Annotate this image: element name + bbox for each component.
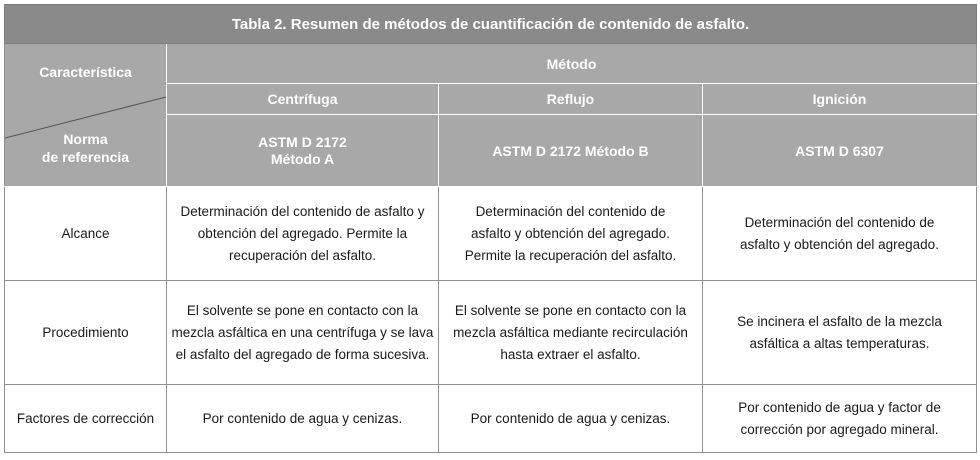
cell-alcance-ignicion: Determinación del contenido de asfalto y obtención del agregado.: [703, 187, 977, 281]
method-ignicion: Ignición: [703, 84, 977, 115]
characteristic-label: Característica: [39, 64, 132, 80]
reference-centrifuga: [167, 115, 439, 187]
method-centrifuga: Centrífuga: [167, 84, 439, 115]
reference-label-line1: Norma: [63, 131, 108, 147]
row-label-alcance: Alcance: [5, 187, 167, 281]
row-label-factores: Factores de corrección: [5, 385, 167, 453]
table-row: [5, 385, 977, 453]
cell-procedimiento-reflujo: El solvente se pone en contacto con la mezcla asfáltica mediante recirculación hasta extraer el asfalto.: [439, 281, 703, 385]
methods-summary-table: [4, 4, 977, 453]
cell-alcance-centrifuga: Determinación del contenido de asfalto y obtención del agregado. Permite la recuperación del asfalto.: [167, 187, 439, 281]
reference-label: [5, 130, 166, 166]
reference-ignicion: ASTM D 6307: [703, 115, 977, 187]
diagonal-header-cell: [5, 44, 167, 187]
table-title: Tabla 2. Resumen de métodos de cuantificación de contenido de asfalto.: [5, 5, 977, 44]
summary-table-container: [4, 4, 976, 456]
cell-factores-reflujo: Por contenido de agua y cenizas.: [439, 385, 703, 453]
cell-factores-ignicion: Por contenido de agua y factor de corrección por agregado mineral.: [703, 385, 977, 453]
row-label-procedimiento: Procedimiento: [5, 281, 167, 385]
method-reflujo: Reflujo: [439, 84, 703, 115]
reference-reflujo: ASTM D 2172 Método B: [439, 115, 703, 187]
reference-label-line2: de referencia: [41, 149, 130, 165]
reference-centrifuga-line2: Método A: [270, 150, 335, 167]
table-row: [5, 187, 977, 281]
method-header: Método: [167, 44, 977, 84]
cell-alcance-reflujo: Determinación del contenido de asfalto y obtención del agregado. Permite la recuperación del asfalto.: [439, 187, 703, 281]
cell-procedimiento-centrifuga: El solvente se pone en contacto con la mezcla asfáltica en una centrífuga y se lava el asfalto del agregado de forma sucesiva.: [167, 281, 439, 385]
table-row: [5, 281, 977, 385]
cell-factores-centrifuga: Por contenido de agua y cenizas.: [167, 385, 439, 453]
reference-centrifuga-line1: ASTM D 2172: [258, 133, 347, 150]
cell-procedimiento-ignicion: Se incinera el asfalto de la mezcla asfáltica a altas temperaturas.: [703, 281, 977, 385]
